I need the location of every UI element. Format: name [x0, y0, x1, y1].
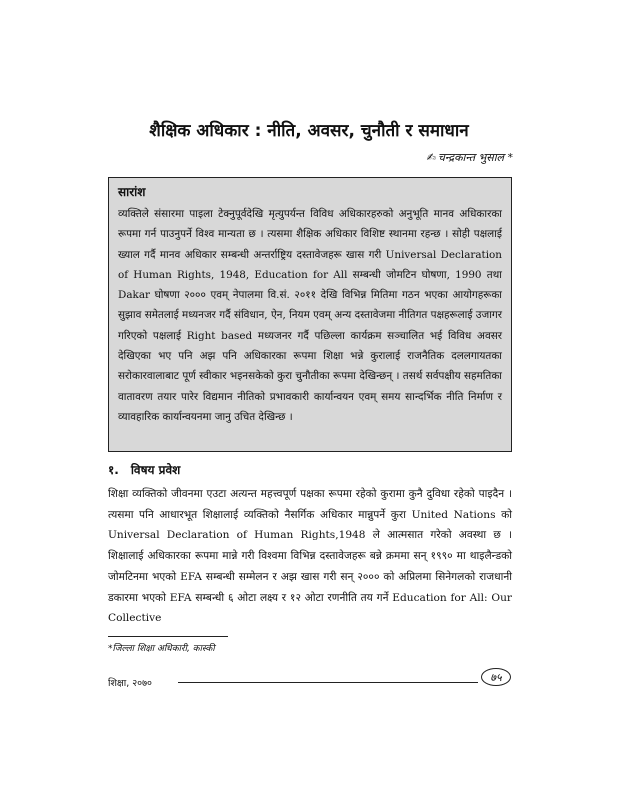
section-title: विषय प्रवेश	[130, 463, 181, 477]
article-title: शैक्षिक अधिकार : नीति, अवसर, चुनौती र समाधान	[149, 121, 469, 141]
section-number: १.	[108, 463, 119, 477]
footnote: *जिल्ला शिक्षा अधिकारी, कास्की	[108, 644, 215, 654]
pen-icon: ✍	[426, 151, 436, 164]
section-heading	[108, 461, 192, 478]
abstract-text: व्यक्तिले संसारमा पाइला टेक्नुपूर्वदेखि मृत्युपर्यन्त विविध अधिकारहरुको अनुभूति मानव अधिकारका रूपमा गर्न पाउनुपर्ने विश्व मान्यता छ । त्यसमा शैक्षिक अधिकार विशिष्ट स्थानमा रहन्छ । सोही पक्षलाई ख्याल गर्दै मानव अधिकार सम्बन्धी अन्तर्राष्ट्रिय दस्तावेजहरू खास गरी Universal Declaration of Human Rights, 1948, Education for All सम्बन्धी जोमटिन घोषणा, 1990 तथा Dakar घोषणा २००० एवम् नेपालमा वि.सं. २०११ देखि विभिन्न मितिमा गठन भएका आयोगहरूका सुझाव समेतलाई मध्यनजर गर्दै संविधान, ऐन, नियम एवम् अन्य दस्तावेजमा नीतिगत पक्षहरूलाई उजागर गरिएको पक्षलाई Right based मध्यजनर गर्दै पछिल्ला कार्यक्रम सञ्चालित भई विविध अवसर देखिएका भए पनि अझ पनि अधिकारका रूपमा शिक्षा भन्ने कुरालाई राजनैतिक दललगायतका सरोकारवालाबाट पूर्ण स्वीकार भइनसकेको कुरा चुनौतीका रूपमा देखिन्छन् । तसर्थ सर्वपक्षीय सहमतिका वातावरण तयार पारेर विद्यमान नीतिको प्रभावकारी कार्यान्वयन एवम् समय सान्दर्भिक नीति निर्माण र व्यावहारिक कार्यान्वयनमा जानु उचित देखिन्छ ।	[118, 208, 502, 423]
page-number: ७५	[481, 668, 511, 686]
footnote-divider	[108, 636, 228, 637]
abstract-heading: सारांश	[118, 185, 146, 199]
abstract-box	[108, 177, 512, 452]
section-body: शिक्षा व्यक्तिको जीवनमा एउटा अत्यन्त महत्त्वपूर्ण पक्षका रूपमा रहेको कुरामा कुनै दुविधा रहेको पाइदैन । त्यसमा पनि आधारभूत शिक्षालाई व्यक्तिको नैसर्गिक अधिकार मान्नुपर्ने कुरा United Nations को Universal Declaration of Human Rights,1948 ले आत्मसात गरेको अवस्था छ । शिक्षालाई अधिकारका रूपमा मान्ने गरी विश्वमा विभिन्न दस्तावेजहरू बन्ने क्रममा सन् १९९० मा थाइलैन्डको जोमटिनमा भएको EFA सम्बन्धी सम्मेलन र अझ खास गरी सन् २००० को अप्रिलमा सिनेगलको राजधानी डकारमा भएको EFA सम्बन्धी ६ ओटा लक्ष्य र १२ ओटा रणनीति तय गर्ने Education for All: Our Collective	[108, 488, 512, 625]
author-name: चन्द्रकान्त भुसाल *	[437, 151, 513, 164]
footer-journal: शिक्षा, २०७०	[108, 678, 152, 689]
author-line	[427, 150, 513, 165]
footer-divider	[178, 682, 478, 683]
